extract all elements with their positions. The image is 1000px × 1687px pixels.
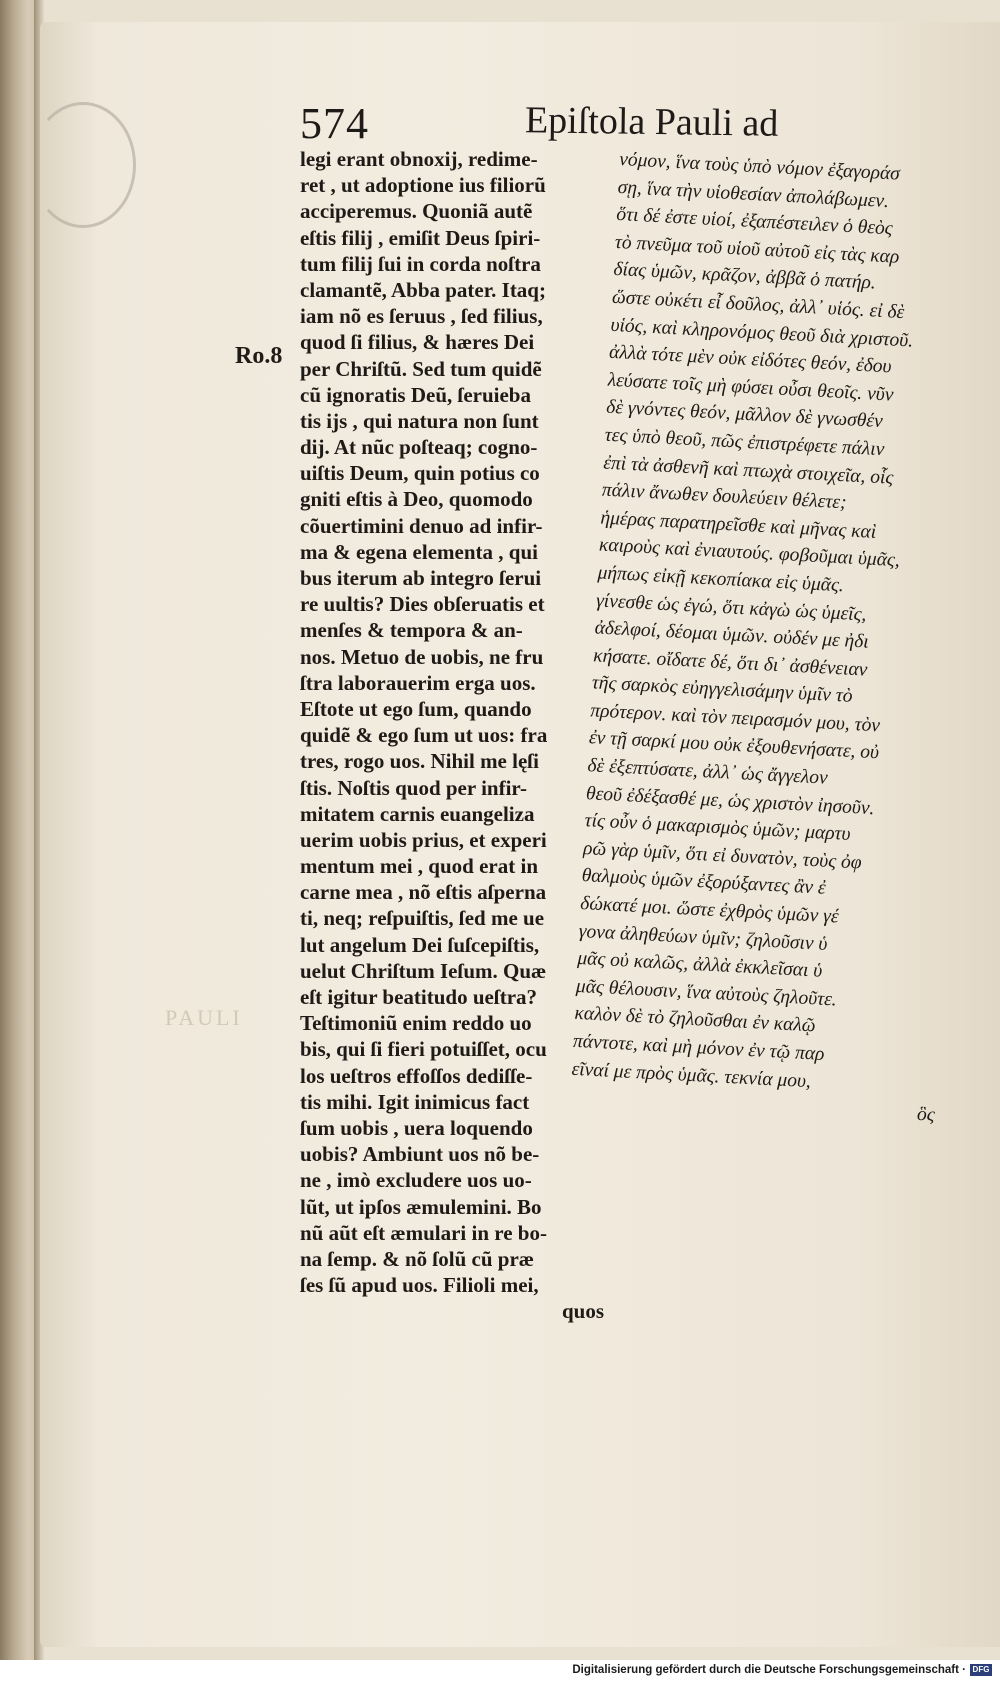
text-line: μᾶς οὐ καλῶς, ἀλλὰ ἐκκλεῖσαι ὑ xyxy=(576,948,823,982)
text-line: clamantẽ, Abba pater. Itaq; xyxy=(300,277,546,302)
text-line: ſtis. Noſtis quod per infir- xyxy=(300,775,527,800)
text-line: λεύσατε τοῖς μὴ φύσει οὖσι θεοῖς. νῦν xyxy=(607,369,894,406)
text-line: tres, rogo uos. Nihil me lęſi xyxy=(300,749,539,774)
text-line: cũ ignoratis Deũ, ſeruieba xyxy=(300,382,531,407)
text-line: ret , ut adoptione ius filiorũ xyxy=(300,173,546,198)
footer-text: Digitalisierung gefördert durch die Deutsche Forschungsgemeinschaft · xyxy=(572,1664,966,1676)
text-line: bus iterum ab integro ſerui xyxy=(300,566,542,590)
text-line: los ueſtros effoſſos dediſſe- xyxy=(300,1063,533,1088)
text-line: τῆς σαρκὸς εὐηγγελισάμην ὑμῖν τὸ xyxy=(591,672,854,708)
marginal-note: Ro.8 xyxy=(235,343,283,369)
text-line: υἱός, καὶ κληρονόμος θεοῦ διὰ χριστοῦ. xyxy=(610,314,914,352)
catchword: ὃς xyxy=(916,1104,936,1126)
page-number: 574 xyxy=(300,99,369,148)
text-line: Eſtote ut ego ſum, quando xyxy=(300,696,532,721)
text-line: ἡμέρας παρατηρεῖσθε καὶ μῆνας καὶ xyxy=(599,507,877,543)
text-line: θαλμοὺς ὑμῶν ἐξορύξαντες ἂν ἐ xyxy=(581,865,827,900)
text-line: gniti eſtis à Deo, quomodo xyxy=(300,487,533,512)
text-line: dij. At nũc poſteaq; cogno- xyxy=(300,435,538,460)
text-line: Teſtimoniũ enim reddo uo xyxy=(300,1011,532,1036)
text-line: ἀλλὰ τότε μὲν οὐκ εἰδότες θεόν, ἐδου xyxy=(608,341,893,378)
text-line: πρότερον. καὶ τὸν πειρασμόν μου, τὸν xyxy=(589,700,881,737)
text-line: δὲ ἐξεπτύσατε, ἀλλ᾽ ὡς ἄγγελον xyxy=(586,755,829,789)
text-line: δώκατέ μοι. ὥστε ἐχθρὸς ὑμῶν γέ xyxy=(579,893,840,928)
text-line: na ſemp. & nõ ſolũ cũ præ xyxy=(300,1246,534,1271)
text-line: uiſtis Deum, quin potius co xyxy=(300,461,540,486)
text-line: lut angelum Dei ſuſcepiſtis, xyxy=(300,932,540,957)
text-line: ne , imò excludere uos uo- xyxy=(300,1168,532,1193)
text-line: νόμον, ἵνα τοὺς ὑπὸ νόμον ἐξαγοράσ xyxy=(618,148,901,185)
text-line: tis mihi. Igit inimicus fact xyxy=(300,1089,530,1114)
text-line: mentum mei , quod erat in xyxy=(300,854,538,879)
text-line: cõuertimini denuo ad infir- xyxy=(300,513,543,538)
text-line: τες ὑπὸ θεοῦ, πῶς ἐπιστρέφετε πάλιν xyxy=(604,424,885,461)
text-line: tis ijs , qui natura non ſunt xyxy=(300,408,539,433)
text-line: iam nõ es ſeruus , ſed filius, xyxy=(300,304,543,329)
text-line: πάλιν ἄνωθεν δουλεύειν θέλετε; xyxy=(601,479,848,514)
text-line: re uultis? Dies obſeruatis et xyxy=(300,592,545,617)
text-line: quod ſi filius, & hæres Dei xyxy=(300,330,535,355)
text-line: eſt igitur beatitudo ueſtra? xyxy=(300,985,538,1009)
text-line: uobis? Ambiunt uos nõ be- xyxy=(300,1142,540,1167)
text-line: mitatem carnis euangeliza xyxy=(300,801,535,826)
text-line: lũt, ut ipſos æmulemini. Bo xyxy=(300,1194,542,1219)
text-line: acciperemus. Quoniã autẽ xyxy=(300,199,533,224)
text-line: πάντοτε, καὶ μὴ μόνον ἐν τῷ παρ xyxy=(572,1030,825,1065)
text-line: quidẽ & ego ſum ut uos: fra xyxy=(300,723,548,748)
text-line: ſtra laborauerim erga uos. xyxy=(300,670,536,695)
latin-column xyxy=(300,146,610,1324)
text-line: ti, neq; reſpuiſtis, ſed me ue xyxy=(300,906,545,931)
text-line: ὅτι δέ ἐστε υἱοί, ἐξαπέστειλεν ὁ θεὸς xyxy=(615,204,894,240)
text-line: δίας ὑμῶν, κρᾶζον, ἀββᾶ ὁ πατήρ. xyxy=(612,259,877,294)
digitization-footer xyxy=(572,1664,992,1676)
text-line: bis, qui ſi fieri potuiſſet, ocu xyxy=(300,1037,547,1062)
text-line: menſes & tempora & an- xyxy=(300,618,523,643)
greek-column xyxy=(569,146,994,1130)
text-line: per Chriſtũ. Sed tum quidẽ xyxy=(300,356,542,381)
text-line: τὸ πνεῦμα τοῦ υἱοῦ αὐτοῦ εἰς τὰς καρ xyxy=(614,231,900,268)
text-line: μᾶς θέλουσιν, ἵνα αὐτοὺς ζηλοῦτε. xyxy=(575,975,838,1011)
binding-ring-shadow xyxy=(30,102,136,228)
catchword: quos xyxy=(561,1299,604,1324)
text-line: uelut Chriſtum Ieſum. Quæ xyxy=(300,958,547,983)
text-line: carne mea , nõ eſtis aſperna xyxy=(300,880,547,905)
text-line: δὲ γνόντες θεόν, μᾶλλον δὲ γνωσθέν xyxy=(605,396,884,433)
text-line: κήσατε. οἴδατε δέ, ὅτι δι᾽ ἀσθένειαν xyxy=(592,645,868,681)
text-line: ſum uobis , uera loquendo xyxy=(300,1115,533,1140)
text-line: tum filij ſui in corda noſtra xyxy=(300,251,541,276)
text-line: nũ aũt eſt æmulari in re bo- xyxy=(300,1220,547,1245)
dfg-logo-icon: DFG xyxy=(970,1664,992,1676)
text-line: σῃ, ἵνα τὴν υἱοθεσίαν ἀπολάβωμεν. xyxy=(617,176,890,212)
text-line: uerim uobis prius, et experi xyxy=(300,827,547,852)
text-line: εῖναί με πρὸς ὑμᾶς. τεκνία μου, xyxy=(571,1058,812,1092)
text-line: τίς οὖν ὁ μακαρισμὸς ὑμῶν; μαρτυ xyxy=(584,810,852,846)
text-line: ρῶ γὰρ ὑμῖν, ὅτι εἰ δυνατὸν, τοὺς ὀφ xyxy=(582,837,863,874)
show-through-text: PAULI xyxy=(165,1005,243,1030)
text-line: ἐν τῇ σαρκί μου οὐκ ἐξουθενήσατε, οὐ xyxy=(588,727,880,764)
text-line: καιροὺς καὶ ἐνιαυτούς. φοβοῦμαι ὑμᾶς, xyxy=(598,534,901,572)
running-title: Epiſtola Pauli ad xyxy=(524,99,779,145)
text-line: ἀδελφοί, δέομαι ὑμῶν. οὐδέν με ἠδι xyxy=(594,617,870,653)
text-line: θεοῦ ἐδέξασθέ με, ὡς χριστὸν ἰησοῦν. xyxy=(585,782,875,819)
text-line: καλὸν δὲ τὸ ζηλοῦσθαι ἐν καλῷ xyxy=(573,1003,817,1037)
text-line: ma & egena elementa , qui xyxy=(300,539,538,564)
text-line: γίνεσθε ὡς ἐγώ, ὅτι κἀγὼ ὡς ὑμεῖς, xyxy=(595,589,867,626)
text-line: legi erant obnoxij, redime- xyxy=(300,147,538,171)
text-line: μήπως εἰκῇ κεκοπίακα εἰς ὑμᾶς. xyxy=(597,562,845,597)
text-line: ſes ſũ apud uos. Filioli mei, xyxy=(300,1273,539,1298)
text-line: nos. Metuo de uobis, ne fru xyxy=(300,644,544,669)
text-line: ἐπὶ τὰ ἀσθενῆ καὶ πτωχὰ στοιχεῖα, οἷς xyxy=(602,452,894,489)
text-line: γονα ἀληθεύων ὑμῖν; ζηλοῦσιν ὑ xyxy=(578,920,828,955)
text-line: ὥστε οὐκέτι εἶ δοῦλος, ἀλλ᾽ υἱός. εἰ δὲ xyxy=(611,286,905,324)
text-line: eſtis filij , emiſit Deus ſpiri- xyxy=(300,225,541,250)
